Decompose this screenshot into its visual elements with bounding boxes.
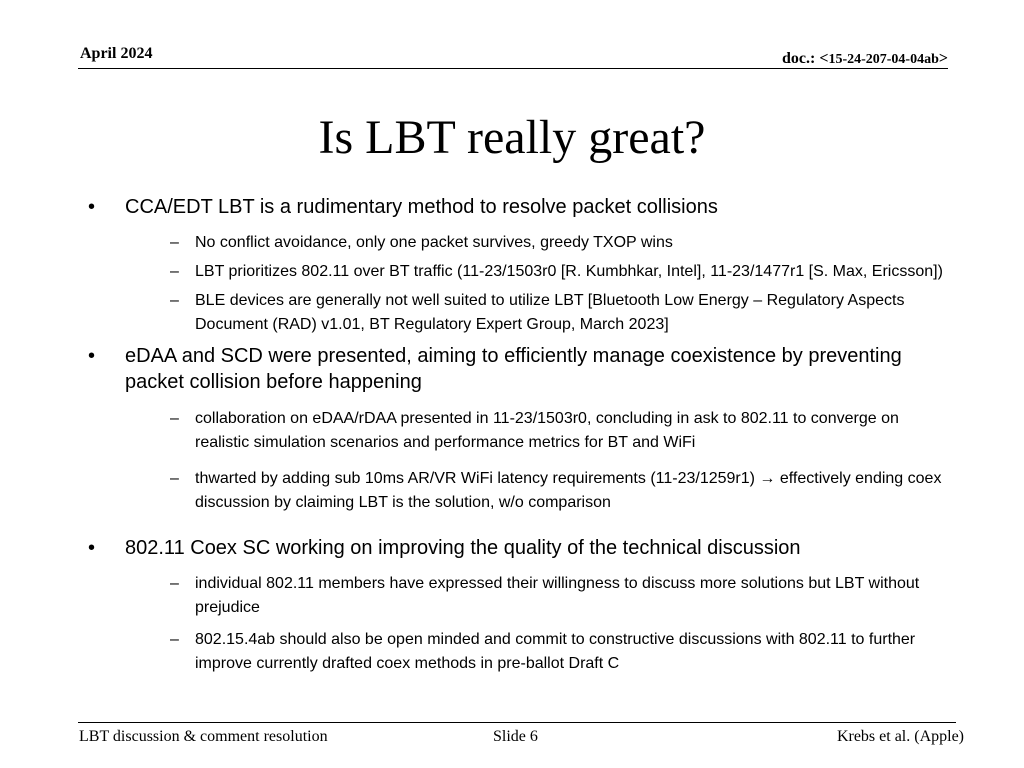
- sub-bullet-marker: –: [170, 410, 179, 427]
- footer-divider: [78, 722, 956, 723]
- header-divider: [78, 68, 948, 69]
- bullet-item: [88, 194, 948, 220]
- slide-title: Is LBT really great?: [318, 111, 706, 164]
- header-doc-id: [782, 50, 948, 68]
- sub-bullet-text: No conflict avoidance, only one packet survives, greedy TXOP wins: [195, 234, 673, 251]
- sub-bullet-marker: –: [170, 292, 179, 309]
- sub-bullet-text: LBT prioritizes 802.11 over BT traffic (11-23/1503r0 [R. Kumbhkar, Intel], 11-23/1477r1 [S. Max, Ericsson]): [195, 263, 943, 280]
- sub-bullet-text: collaboration on eDAA/rDAA presented in 11-23/1503r0, concluding in ask to 802.11 to converge on realistic simulation scenarios and performance metrics for BT and WiFi: [195, 410, 899, 451]
- footer-slide-number: Slide 6: [493, 728, 538, 745]
- doc-close-bracket: >: [938, 50, 948, 67]
- sub-bullet-text: thwarted by adding sub 10ms AR/VR WiFi latency requirements (11-23/1259r1) → effectively ending coex discussion by claiming LBT is the solution, w/o comparison: [195, 470, 942, 511]
- bullet-text: eDAA and SCD were presented, aiming to efficiently manage coexistence by preventing packet collision before happening: [125, 345, 902, 393]
- sub-bullet-marker: –: [170, 234, 179, 251]
- doc-number: 15-24-207-04-04ab: [828, 52, 939, 67]
- sub-bullet-item: [170, 289, 948, 337]
- sub-bullet-text: 802.15.4ab should also be open minded and commit to constructive discussions with 802.11 to further improve currently drafted coex methods in pre-ballot Draft C: [195, 631, 916, 672]
- bullet-marker: •: [88, 196, 96, 218]
- sub-bullet-marker: –: [170, 470, 179, 487]
- sub-bullet-marker: –: [170, 631, 179, 648]
- slide-body: [88, 194, 948, 676]
- bullet-marker: •: [88, 345, 96, 367]
- sub-bullet-item: [170, 628, 948, 676]
- bullet-item: [88, 343, 948, 395]
- bullet-text: 802.11 Coex SC working on improving the quality of the technical discussion: [125, 537, 801, 559]
- sub-bullet-item: [170, 260, 948, 284]
- sub-bullet-marker: –: [170, 263, 179, 280]
- bullet-item: [88, 535, 948, 561]
- sub-bullet-text: BLE devices are generally not well suited to utilize LBT [Bluetooth Low Energy – Regulatory Aspects Document (RAD) v1.01, BT Regulatory Expert Group, March 2023]: [195, 292, 905, 333]
- footer-author: Krebs et al. (Apple): [836, 728, 964, 745]
- sub-bullet-item: [170, 407, 948, 455]
- sub-bullet-item: [170, 231, 948, 255]
- sub-bullet-marker: –: [170, 575, 179, 592]
- sub-bullet-text: individual 802.11 members have expressed their willingness to discuss more solutions but LBT without prejudice: [195, 575, 920, 616]
- bullet-marker: •: [88, 537, 96, 559]
- doc-label: doc.:: [781, 50, 820, 67]
- header-date: April 2024: [80, 45, 153, 62]
- sub-bullet-item: [170, 572, 948, 620]
- sub-bullet-item: [170, 467, 948, 515]
- footer-topic: LBT discussion & comment resolution: [79, 728, 328, 745]
- doc-open-bracket: <: [819, 50, 829, 67]
- bullet-text: CCA/EDT LBT is a rudimentary method to resolve packet collisions: [125, 196, 718, 218]
